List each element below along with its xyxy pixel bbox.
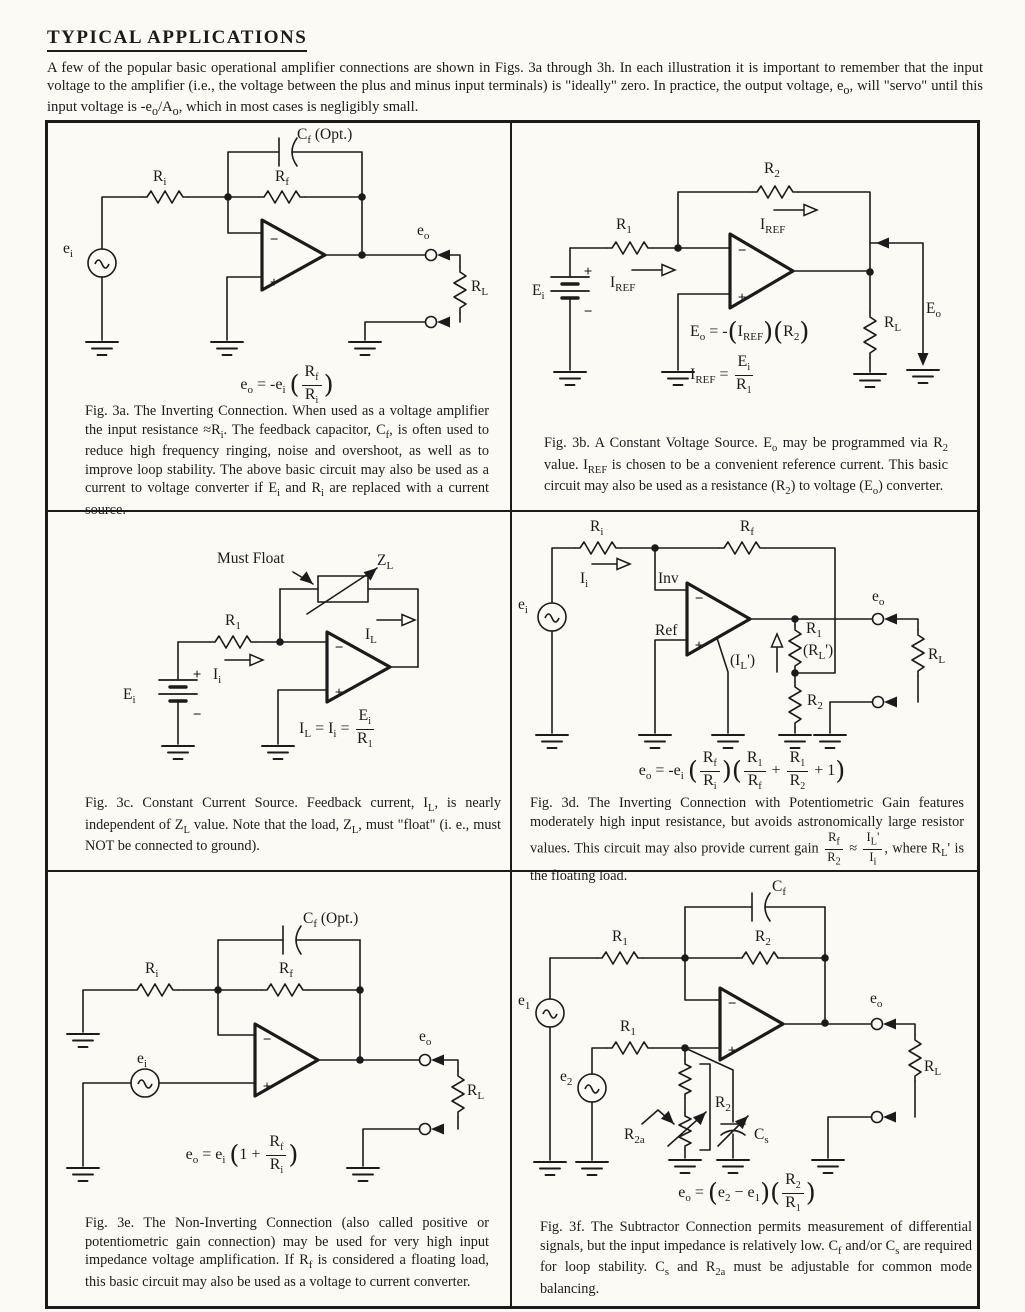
label-3d-ref: Ref <box>655 622 678 639</box>
label-3f-r2-top: $R_2$ <box>755 928 771 949</box>
formula-3b-2: $I_{REF}$ = $\frac{E_i}{R_1}$ <box>690 353 752 396</box>
resistor-rl <box>864 312 876 358</box>
svg-text:−: − <box>262 1032 272 1048</box>
resistor-r2 <box>752 186 798 198</box>
formula-3b-1: $E_o = -(I_{REF})(R_2)$ <box>690 317 810 347</box>
label-3a-ei: $e_i$ <box>63 240 73 261</box>
caption-3b: Fig. 3b. A Constant Voltage Source. $E_o$ may be programmed via $R_2$ value. $I_{REF}$ is chosen to be a convenient reference current. This basic circuit may also be used as a resistance $(R_2)$ to voltage $(E_o)$ converter. <box>544 435 948 497</box>
wires <box>178 572 418 744</box>
signal-source-ei <box>88 249 116 277</box>
resistor-ri <box>142 191 188 203</box>
opamp-icon <box>720 988 783 1060</box>
label-3d-rf: $R_f$ <box>740 518 755 539</box>
label-3f-e1: $e_1$ <box>518 992 531 1013</box>
label-3e-ei: $e_i$ <box>137 1050 147 1071</box>
resistor-ri <box>575 542 621 554</box>
figures-grid <box>47 122 978 1307</box>
label-3d-eo: $e_o$ <box>872 588 885 609</box>
label-3c-ii: $I_i$ <box>213 666 222 687</box>
junction-dots <box>276 638 284 646</box>
formula-3f: $e_o = (e_2 - e_1)$( $\frac{R_2}{R_1}$ ) <box>678 1171 816 1214</box>
current-arrow-iref-top <box>804 205 817 216</box>
resistor-r1-bottom <box>607 1042 653 1054</box>
svg-text:−: − <box>694 591 704 607</box>
page-title: TYPICAL APPLICATIONS <box>47 27 307 52</box>
opamp-icon <box>730 234 793 308</box>
label-3c-r1: $R_1$ <box>225 612 241 633</box>
label-3d-r1: $R_1$ <box>806 620 822 641</box>
output-terminals <box>873 614 898 708</box>
signal-source-e1 <box>536 999 564 1027</box>
caption-3f: Fig. 3f. The Subtractor Connection permits measurement of differential signals, but the input impedance is relatively low. $C_f$ and/or $C_s$ are required for loop stability. $C_s$ and $R_{2a}$ must be adjustable for common mode balancing. <box>540 1219 973 1297</box>
label-3f-r1-bottom: $R_1$ <box>620 1018 636 1039</box>
resistor-r2-top <box>737 952 783 964</box>
svg-text:+: + <box>192 667 202 683</box>
svg-text:−: − <box>269 232 279 248</box>
label-3f-r1-top: $R_1$ <box>612 928 628 949</box>
output-terminals <box>420 1055 445 1135</box>
opamp-icon <box>262 220 325 291</box>
svg-text:+: + <box>334 685 344 701</box>
signal-source-ei <box>538 603 566 631</box>
label-3e-eo: $e_o$ <box>419 1028 432 1049</box>
label-3f-r2v: $R_2$ <box>715 1094 731 1115</box>
panel-fig-3f <box>512 872 978 1307</box>
resistor-rf <box>259 191 305 203</box>
label-3d-rl: $R_L$ <box>928 646 946 667</box>
resistor-rf <box>719 542 765 554</box>
current-arrow-il <box>402 615 415 626</box>
label-3e-cf: $C_f$ (Opt.) <box>303 910 359 931</box>
svg-text:+: + <box>737 290 747 306</box>
label-3c-mustfloat: Must Float <box>217 550 285 567</box>
battery-ei <box>551 264 592 320</box>
resistor-r2-vertical <box>668 1060 710 1150</box>
svg-text:+: + <box>727 1043 737 1059</box>
label-3d-ilp: $(I_L')$ <box>730 652 756 673</box>
panel-fig-3b <box>512 122 978 512</box>
output-terminals <box>426 250 451 328</box>
panel-fig-3d <box>512 512 978 885</box>
mustfloat-pointer <box>300 571 317 588</box>
label-3e-ri: $R_i$ <box>145 960 159 981</box>
label-3b-r1: $R_1$ <box>616 216 632 237</box>
junction-dots <box>224 193 366 259</box>
panel-fig-3c <box>47 512 512 872</box>
label-3b-iref-left: $I_{REF}$ <box>610 274 636 295</box>
output-terminals <box>872 1019 897 1123</box>
svg-text:+: + <box>269 275 279 291</box>
label-3d-rlp: $(R_L')$ <box>803 642 834 663</box>
svg-text:+: + <box>583 264 593 280</box>
intro-paragraph: A few of the popular basic operational amplifier connections are shown in Figs. 3a through 3h. In each illustration it is important to remember that the input voltage to the amplifier (i.e., the voltage between the plus and minus input terminals) is "ideally" zero. In practice, the output voltage, $e_o$, will "servo" until this input voltage is $-e_o/A_o$, which in most cases is negligibly small. <box>47 60 983 118</box>
svg-text:−: − <box>737 243 747 259</box>
resistor-ri <box>132 984 178 996</box>
label-3a-cf: $C_f$ (Opt.) <box>297 126 353 147</box>
r2a-pointer <box>642 1110 678 1128</box>
formula-3a: $e_o = -e_i$ ( $\frac{R_f}{R_i}$ ) <box>240 363 334 406</box>
label-3f-eo: $e_o$ <box>870 990 883 1011</box>
label-3d-inv: Inv <box>658 570 679 587</box>
svg-text:+: + <box>694 638 704 654</box>
eo-measure-arrows <box>876 238 929 367</box>
junction-dots <box>681 954 829 1052</box>
ground-icons <box>86 342 381 355</box>
label-3b-ei: $E_i$ <box>532 282 545 303</box>
resistor-r1-top <box>597 952 643 964</box>
current-arrow-ii <box>250 655 263 666</box>
formula-3c: $I_L = I_i$ = $\frac{E_i}{R_1}$ <box>299 707 373 750</box>
resistor-rl <box>452 1071 464 1117</box>
label-3c-il: $I_L$ <box>365 626 377 647</box>
caption-3e: Fig. 3e. The Non-Inverting Connection (also called positive or potentiometric gain connection) may be used for very high input impedance voltage amplification. If $R_f$ is considered a floating load, this basic circuit may also be used as a voltage to current converter. <box>85 1215 489 1290</box>
opamp-icon <box>255 1024 318 1096</box>
svg-text:−: − <box>583 304 593 320</box>
label-3b-iref-top: $I_{REF}$ <box>760 216 786 237</box>
label-3a-rl: $R_L$ <box>471 278 489 299</box>
svg-text:−: − <box>192 707 202 723</box>
junction-dots <box>214 986 364 1064</box>
caption-3d: Fig. 3d. The Inverting Connection with Potentiometric Gain features moderately high input resistance, but avoids astronomically large resistor values. This circuit may also provide current gain $\frac{R_f}{R_2}$ ≈ $\frac{I_L'}{I_i}$ , where $R_L'$ is the floating load. <box>530 795 965 885</box>
label-3e-rf: $R_f$ <box>279 960 294 981</box>
caption-3c: Fig. 3c. Constant Current Source. Feedback current, $I_L$, is nearly independent of $Z_L$ value. Note that the load, $Z_L$, must "float" (i. e., must NOT be connected to ground). <box>85 795 502 854</box>
current-arrow-ilp <box>772 634 783 647</box>
label-3d-ii: $I_i$ <box>580 570 589 591</box>
label-3f-cs: $C_s$ <box>754 1126 769 1147</box>
svg-text:+: + <box>262 1079 272 1095</box>
label-3b-rl: $R_L$ <box>884 314 902 335</box>
signal-source-ei <box>131 1069 159 1097</box>
current-arrow-iref-left <box>662 265 675 276</box>
caption-3a: Fig. 3a. The Inverting Connection. When used as a voltage amplifier the input resistance $\approx R_i$. The feedback capacitor, $C_f$, is often used to reduce high frequency ringing, noise and overshoot, as well as to improve loop stability. The above basic circuit may also be used as a current to voltage converter if $E_i$ and $R_i$ are replaced with a current source. <box>85 403 490 518</box>
resistor-r1 <box>210 636 256 648</box>
label-3d-r2: $R_2$ <box>807 692 823 713</box>
battery-ei <box>159 667 201 723</box>
resistor-r2-vertical <box>789 682 801 728</box>
capacitor-cs-variable <box>718 1112 752 1146</box>
resistor-r1 <box>607 242 653 254</box>
resistor-rf <box>262 984 308 996</box>
label-3b-r2: $R_2$ <box>764 160 780 181</box>
label-3f-rl: $R_L$ <box>924 1058 942 1079</box>
wires <box>550 907 915 1160</box>
label-3f-e2: $e_2$ <box>560 1068 573 1089</box>
label-3e-rl: $R_L$ <box>467 1082 485 1103</box>
resistor-r1-vertical <box>789 625 801 671</box>
label-3c-zl: $Z_L$ <box>377 552 394 573</box>
opamp-icon <box>327 632 390 702</box>
resistor-rl <box>909 1035 921 1081</box>
current-arrow-ii <box>617 559 630 570</box>
label-3f-cf: $C_f$ <box>772 878 787 899</box>
label-3f-r2a: $R_{2a}$ <box>624 1126 645 1147</box>
panel-fig-3a <box>47 122 512 518</box>
label-3b-eo: $E_o$ <box>926 300 941 321</box>
label-3c-ei: $E_i$ <box>123 686 136 707</box>
label-3d-ri: $R_i$ <box>590 518 604 539</box>
ground-icons <box>162 746 294 759</box>
panel-fig-3e <box>47 872 512 1307</box>
signal-source-e2 <box>578 1074 606 1102</box>
svg-text:−: − <box>727 996 737 1012</box>
label-3a-ri: $R_i$ <box>153 168 167 189</box>
label-3a-eo: $e_o$ <box>417 222 430 243</box>
formula-3d: $e_o = -e_i$ ( $\frac{R_f}{R_i}$ )( $\frac{R_1}{R_f}$ + $\frac{R_1}{R_2}$ + 1) <box>638 749 846 792</box>
resistor-rl <box>912 630 924 676</box>
svg-text:−: − <box>334 640 344 656</box>
label-3d-ei: $e_i$ <box>518 596 528 617</box>
ground-icons <box>536 735 846 748</box>
resistor-rl <box>454 267 466 313</box>
formula-3e: $e_o = e_i$ (1 + $\frac{R_f}{R_i}$ ) <box>185 1133 299 1176</box>
label-3a-rf: $R_f$ <box>275 168 290 189</box>
wires <box>552 548 918 733</box>
